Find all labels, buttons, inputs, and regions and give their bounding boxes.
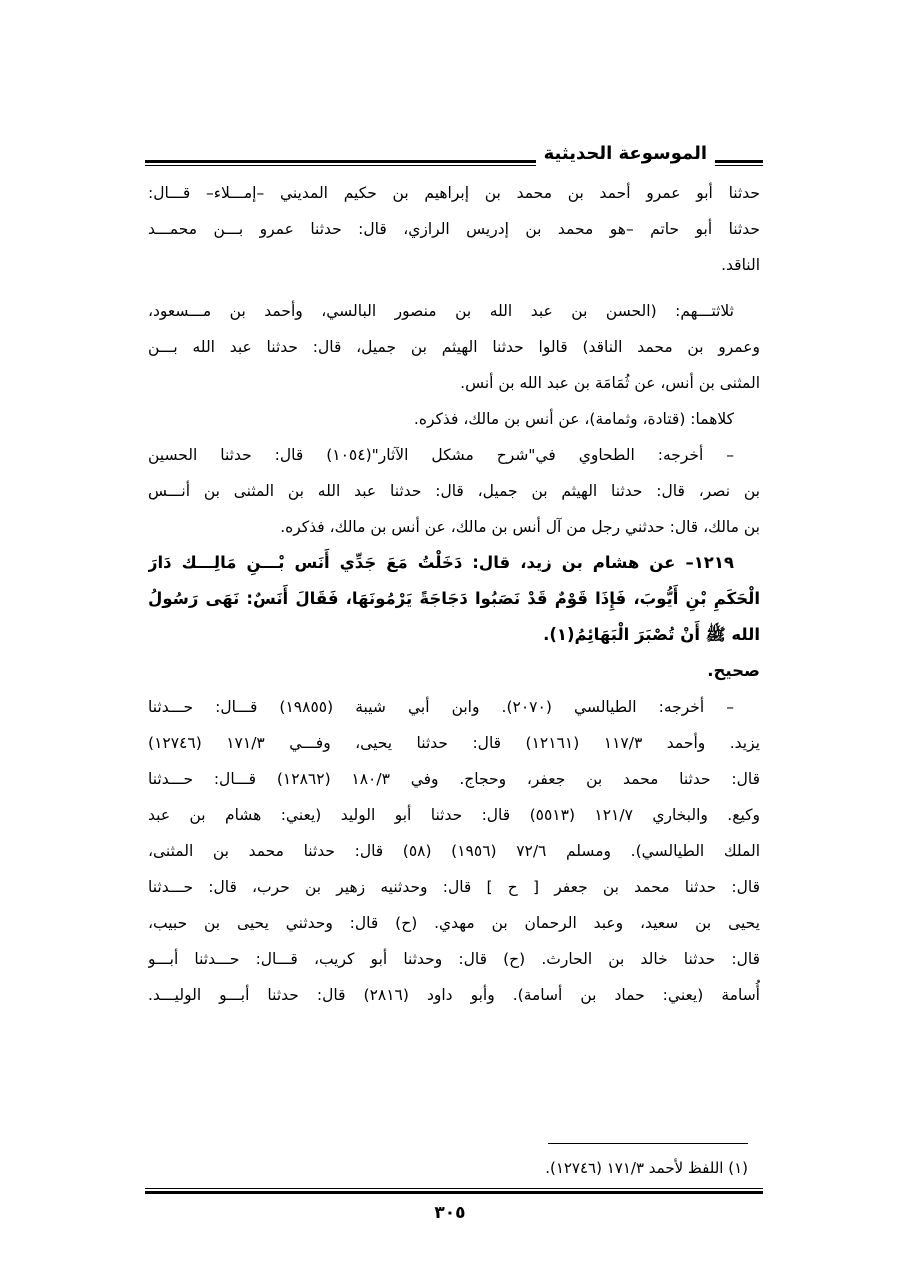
hadith-line-3: الله ﷺ أَنْ تُصْبَرَ الْبَهَائِمُ(١).	[543, 625, 760, 644]
header-title: الموسوعة الحديثية	[536, 138, 715, 170]
takhrij-line-3: قال: حدثنا محمد بن جعفر، وحجاج. وفي ١٨٠/٣ (١٢٨٦٢) قـــال: حـــدثنا	[148, 770, 760, 788]
text-line-6: المثنى بن أنس، عن ثُمَامَة بن عبد الله بن أنس.	[460, 374, 760, 392]
text-line-7: كلاهما: (قتادة، وثمامة)، عن أنس بن مالك، فذكره.	[413, 410, 734, 428]
text-line-2: حدثنا أبو حاتم –هو محمد بن إدريس الرازي، قال: حدثنا عمرو بـــن محمـــد	[148, 220, 760, 238]
text-line-4: ثلاثتـــهم: (الحسن بن عبد الله بن منصور البالسي، وأحمد بن مـــسعود،	[148, 302, 734, 320]
hadith-line-1: ١٢١٩– عن هشام بن زيد، قال: دَخَلْتُ مَعَ جَدِّي أَنَس بْـــنِ مَالِـــك دَارَ	[148, 553, 734, 572]
text-line-10: بن مالك، قال: حدثني رجل من آل أنس بن مالك، عن أنس بن مالك، فذكره.	[280, 518, 760, 536]
takhrij-line-4: وكيع. والبخاري ١٢١/٧ (٥٥١٣) قال: حدثنا أبو الوليد (يعني: هشام بن عبد	[148, 806, 760, 824]
text-line-9: بن نصر، قال: حدثنا الهيثم بن جميل، قال: حدثنا عبد الله بن المثنى بن أنـــس	[148, 482, 760, 500]
text-line-5: وعمرو بن محمد الناقد) قالوا حدثنا الهيثم بن جميل، قال: حدثنا عبد الله بـــن	[148, 338, 760, 356]
takhrij-line-6: قال: حدثنا محمد بن جعفر [ ح ] قال: وحدثنيه زهير بن حرب، قال: حـــدثنا	[148, 878, 760, 896]
takhrij-line-5: الملك الطيالسي). ومسلم ٧٢/٦ (١٩٥٦) (٥٨) قال: حدثنا محمد بن المثنى،	[148, 842, 760, 860]
takhrij-line-8: قال: حدثنا خالد بن الحارث. (ح) قال: وحدثنا أبو كريب، قـــال: حـــدثنا أبـــو	[148, 950, 760, 968]
main-text	[148, 175, 760, 1013]
hadith-line-2: الْحَكَمِ بْنِ أَيُّوبَ، فَإِذَا قَوْمٌ قَدْ نَصَبُوا دَجَاجَةً يَرْمُونَهَا، فَقَالَ أَنَسٌ: نَهَى رَسُولُ	[148, 589, 760, 608]
page-header	[145, 138, 763, 178]
takhrij-line-2: يزيد. وأحمد ١١٧/٣ (١٢١٦١) قال: حدثنا يحيى، وفـــي ١٧١/٣ (١٢٧٤٦)	[148, 734, 760, 752]
grading: صحيح.	[707, 661, 760, 680]
footnote: (١) اللفظ لأحمد ١٧١/٣ (١٢٧٤٦).	[545, 1159, 748, 1177]
bottom-rule	[145, 1188, 763, 1194]
text-line-8: – أخرجه: الطحاوي في"شرح مشكل الآثار"(١٠٥٤) قال: حدثنا الحسين	[148, 446, 734, 464]
takhrij-line-1: – أخرجه: الطيالسي (٢٠٧٠). وابن أبي شيبة (١٩٨٥٥) قـــال: حـــدثنا	[148, 698, 734, 716]
page-number: ٣٠٥	[434, 1203, 466, 1223]
footnote-separator	[548, 1143, 748, 1144]
takhrij-line-9: أُسامة (يعني: حماد بن أسامة). وأبو داود (٢٨١٦) قال: حدثنا أبـــو الوليـــد.	[148, 986, 760, 1004]
text-line-3: الناقد.	[721, 256, 760, 274]
takhrij-line-7: يحيى بن سعيد، وعبد الرحمان بن مهدي. (ح) قال: وحدثني يحيى بن حبيب،	[148, 914, 760, 932]
text-line-1: حدثنا أبو عمرو أحمد بن محمد بن إبراهيم بن حكيم المديني –إمـــلاء– قـــال:	[148, 184, 760, 202]
